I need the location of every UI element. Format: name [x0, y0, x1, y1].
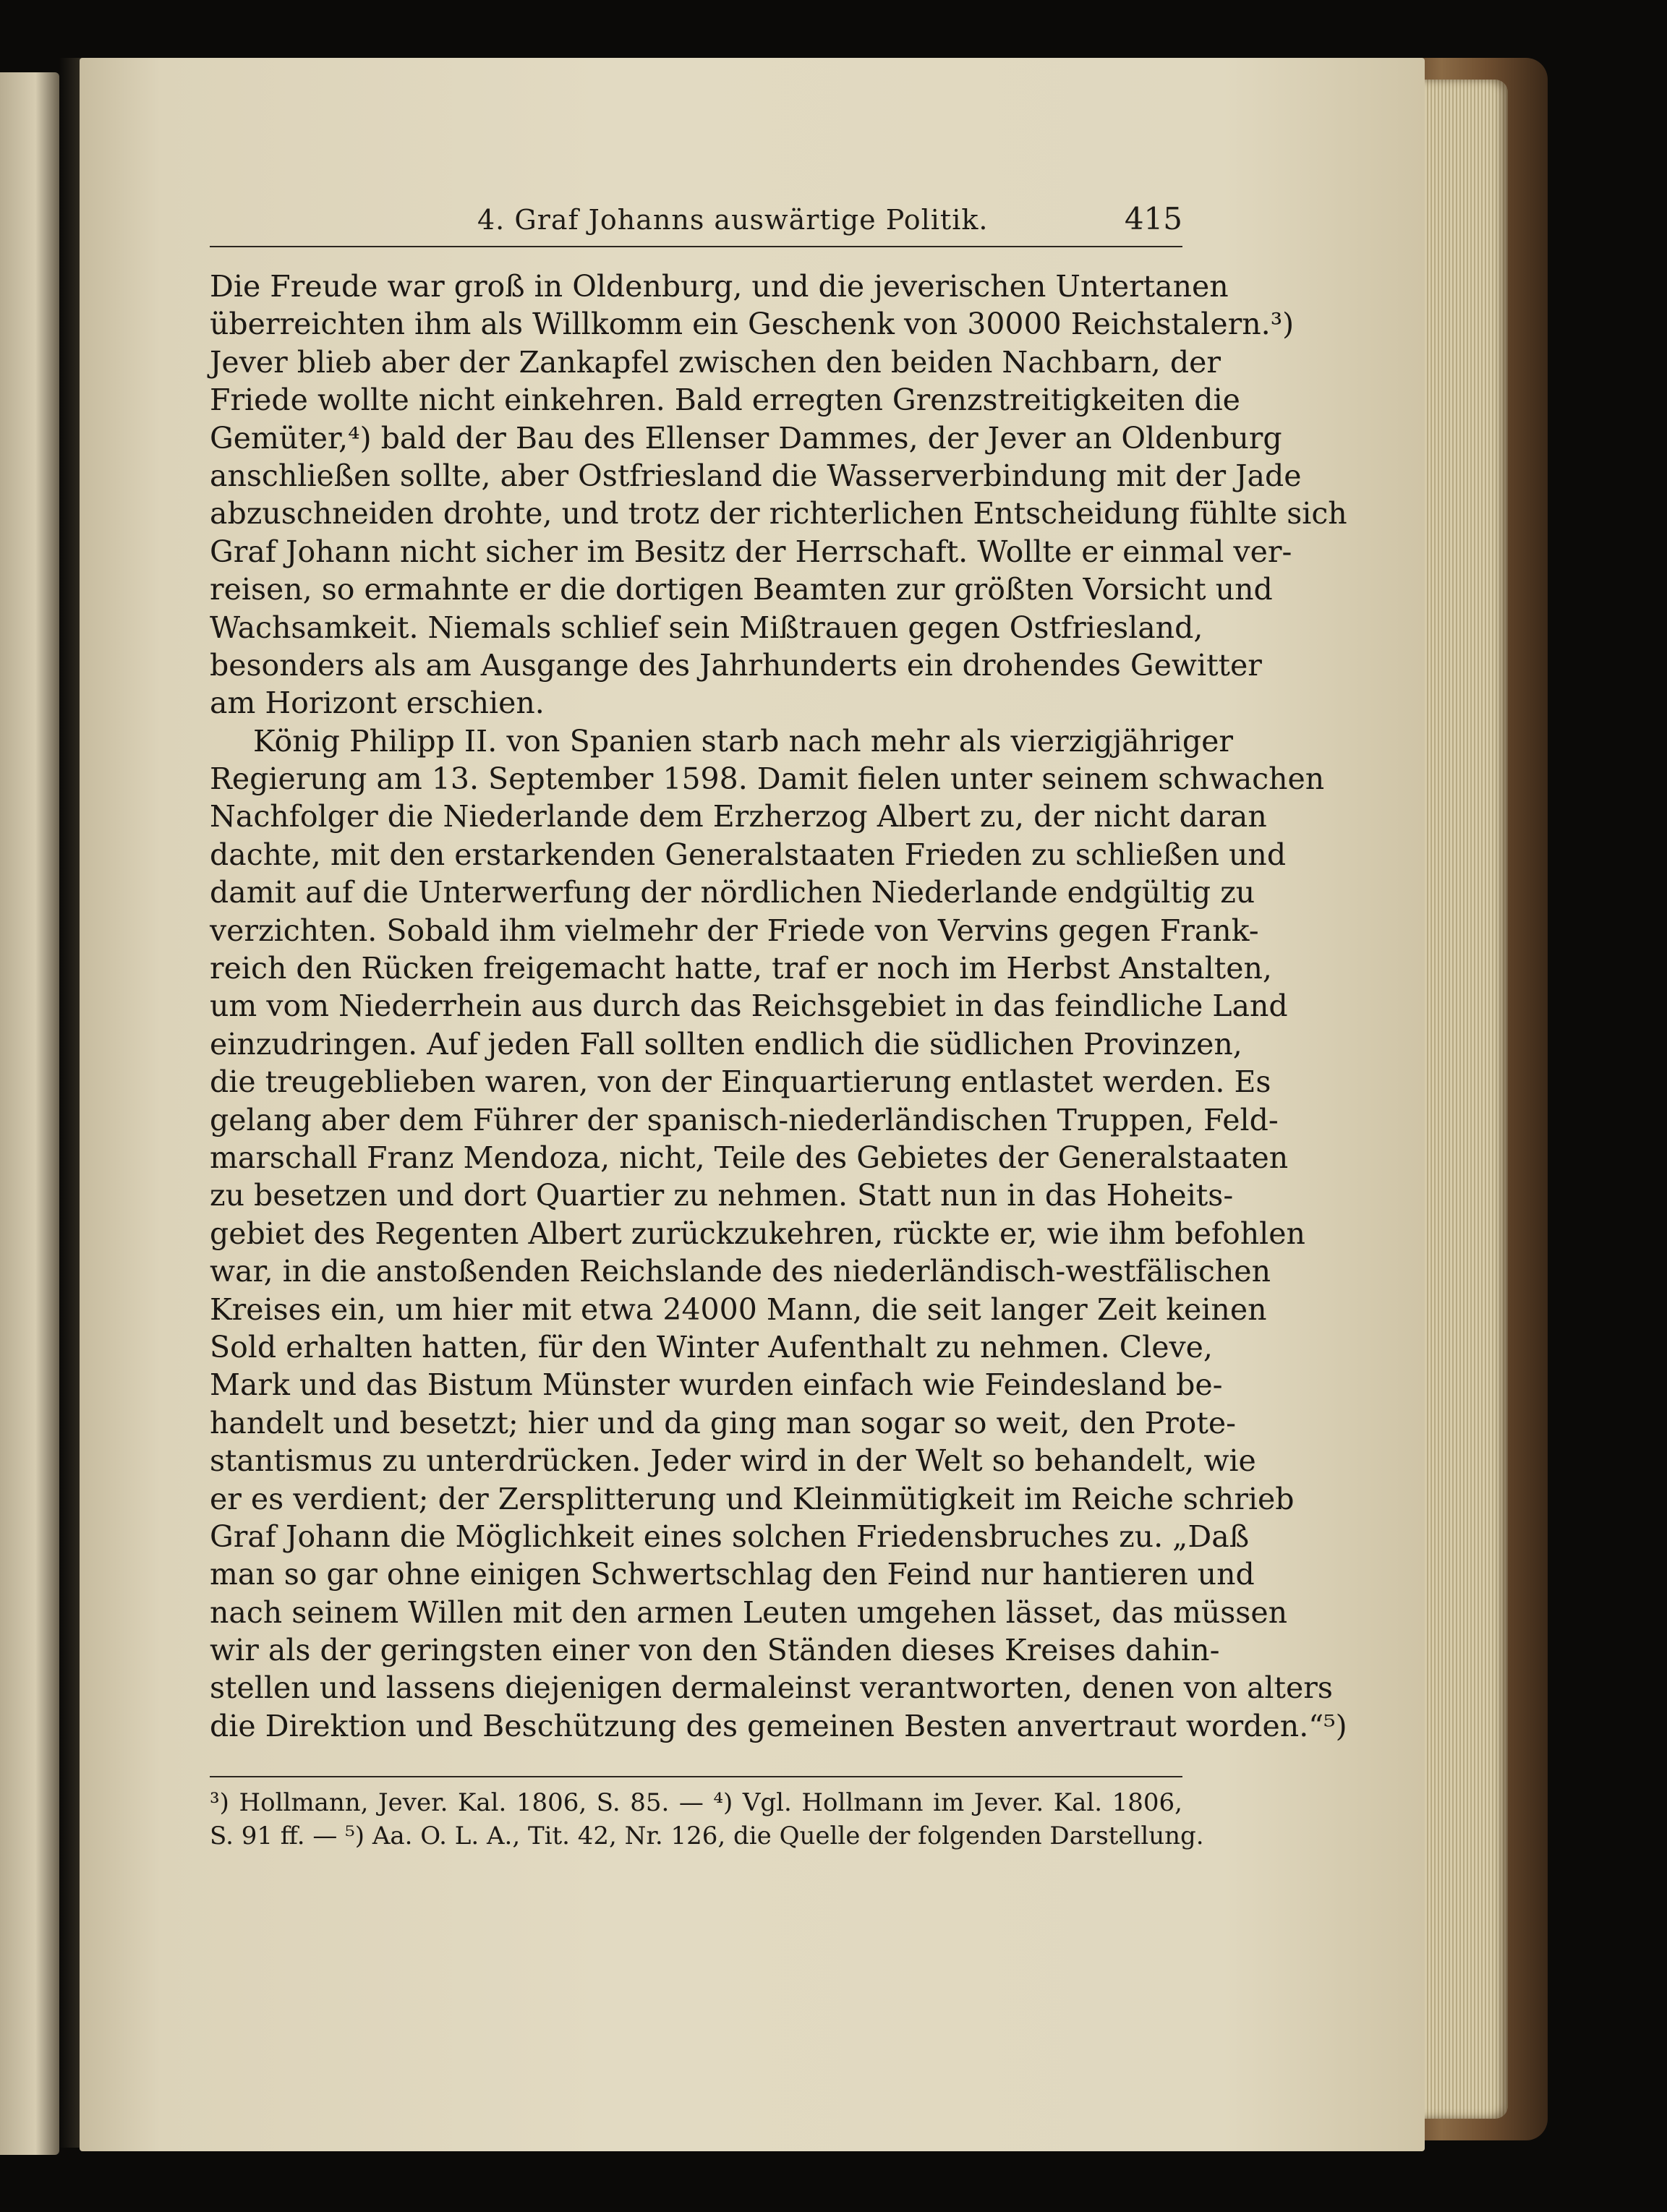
text-line: damit auf die Unterwerfung der nördlichen Niederlande endgültig zu [210, 875, 1255, 910]
text-line: Sold erhalten hatten, für den Winter Aufenthalt zu nehmen. Cleve, [210, 1329, 1213, 1365]
page-edges [1421, 80, 1508, 2119]
footnote-line: ³) Hollmann, Jever. Kal. 1806, S. 85. — ⁴) Vgl. Hollmann im Jever. Kal. 1806, [210, 1788, 1182, 1817]
text-line: man so gar ohne einigen Schwertschlag den Feind nur hantieren und [210, 1557, 1255, 1592]
text-line: Gemüter,⁴) bald der Bau des Ellenser Dammes, der Jever an Oldenburg [210, 420, 1282, 456]
text-line: Regierung am 13. September 1598. Damit fielen unter seinem schwachen [210, 761, 1325, 797]
paragraph-start-line: König Philipp II. von Spanien starb nach mehr als vierzigjähriger [253, 723, 1233, 759]
footnotes [210, 1786, 1204, 1853]
text-line: zu besetzen und dort Quartier zu nehmen. Statt nun in das Hoheits- [210, 1178, 1234, 1213]
footnote-line: S. 91 ff. — ⁵) Aa. O. L. A., Tit. 42, Nr. 126, die Quelle der folgenden Darstellung. [210, 1822, 1204, 1850]
text-line: einzudringen. Auf jeden Fall sollten endlich die südlichen Provinzen, [210, 1026, 1242, 1062]
chapter-title: 4. Graf Johanns auswärtige Politik. [477, 204, 989, 236]
text-line: Graf Johann nicht sicher im Besitz der Herrschaft. Wollte er einmal ver- [210, 534, 1292, 569]
text-line: gebiet des Regenten Albert zurückzukehren, rückte er, wie ihm befohlen [210, 1216, 1305, 1251]
footnote-rule [210, 1776, 1182, 1777]
text-line: die Direktion und Beschützung des gemeinen Besten anvertraut worden.“⁵) [210, 1708, 1347, 1743]
text-line: gelang aber dem Führer der spanisch-niederländischen Truppen, Feld- [210, 1102, 1279, 1137]
text-line: reich den Rücken freigemacht hatte, traf er noch im Herbst Anstalten, [210, 951, 1272, 986]
text-line: Die Freude war groß in Oldenburg, und die jeverischen Untertanen [210, 269, 1229, 304]
body-text [210, 268, 1347, 1745]
text-line: marschall Franz Mendoza, nicht, Teile des Gebietes der Generalstaaten [210, 1140, 1289, 1175]
text-line: besonders als am Ausgange des Jahrhunderts ein drohendes Gewitter [210, 647, 1262, 683]
text-line: stantismus zu unterdrücken. Jeder wird in der Welt so behandelt, wie [210, 1443, 1256, 1479]
text-line: Nachfolger die Niederlande dem Erzherzog Albert zu, der nicht daran [210, 799, 1267, 834]
text-line: reisen, so ermahnte er die dortigen Beamten zur größten Vorsicht und [210, 572, 1273, 607]
text-line: Mark und das Bistum Münster wurden einfach wie Feindesland be- [210, 1367, 1223, 1403]
text-line: überreichten ihm als Willkomm ein Geschenk von 30000 Reichstalern.³) [210, 307, 1295, 342]
text-line: er es verdient; der Zersplitterung und Kleinmütigkeit im Reiche schrieb [210, 1481, 1295, 1516]
text-line: nach seinem Willen mit den armen Leuten umgehen lässet, das müssen [210, 1594, 1287, 1630]
text-line: war, in die anstoßenden Reichslande des niederländisch-westfälischen [210, 1254, 1271, 1289]
text-line: handelt und besetzt; hier und da ging man sogar so weit, den Prote- [210, 1405, 1236, 1440]
text-line: Graf Johann die Möglichkeit eines solchen Friedensbruches zu. „Daß [210, 1519, 1250, 1554]
text-line: Wachsamkeit. Niemals schlief sein Mißtrauen gegen Ostfriesland, [210, 610, 1203, 645]
text-line: abzuschneiden drohte, und trotz der richterlichen Entscheidung fühlte sich [210, 496, 1347, 531]
text-line: Jever blieb aber der Zankapfel zwischen den beiden Nachbarn, der [210, 344, 1221, 380]
text-line: anschließen sollte, aber Ostfriesland die Wasserverbindung mit der Jade [210, 458, 1302, 493]
text-line: dachte, mit den erstarkenden Generalstaaten Frieden zu schließen und [210, 837, 1287, 872]
text-line: die treugeblieben waren, von der Einquartierung entlastet werden. Es [210, 1064, 1271, 1100]
text-line: Kreises ein, um hier mit etwa 24000 Mann, die seit langer Zeit keinen [210, 1291, 1267, 1327]
text-line: um vom Niederrhein aus durch das Reichsgebiet in das feindliche Land [210, 988, 1288, 1024]
text-line: am Horizont erschien. [210, 686, 545, 721]
left-page-edge [0, 72, 59, 2155]
page-number: 415 [1124, 201, 1182, 236]
text-line: stellen und lassens diejenigen dermaleinst verantworten, denen von alters [210, 1670, 1333, 1706]
text-line: verzichten. Sobald ihm vielmehr der Friede von Vervins gegen Frank- [210, 913, 1259, 948]
text-line: Friede wollte nicht einkehren. Bald erregten Grenzstreitigkeiten die [210, 383, 1240, 418]
running-head [210, 195, 1182, 247]
text-line: wir als der geringsten einer von den Ständen dieses Kreises dahin- [210, 1633, 1220, 1668]
